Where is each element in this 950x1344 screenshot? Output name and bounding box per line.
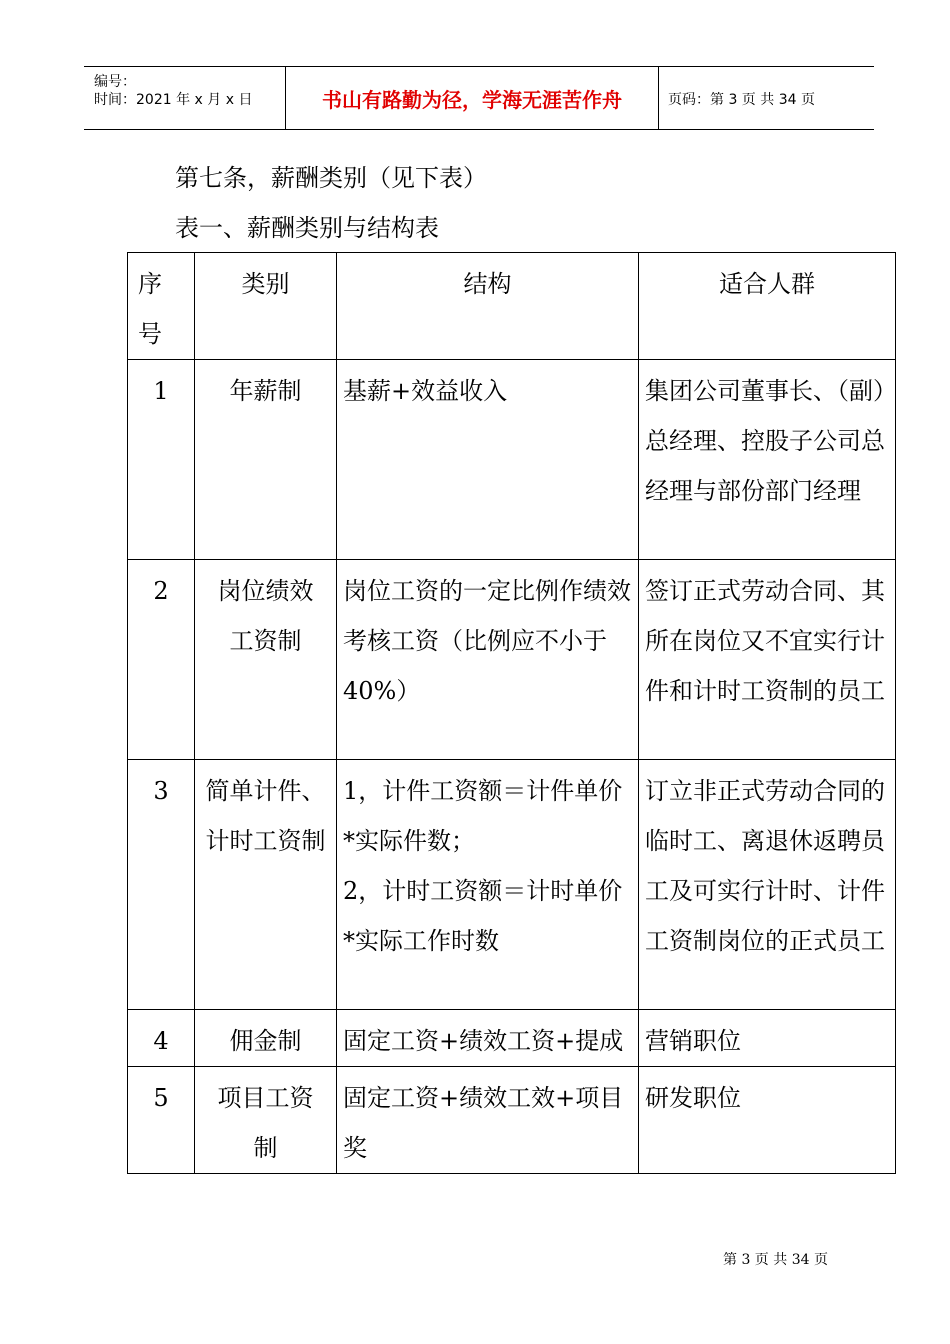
header-structure: 结构 — [337, 253, 639, 360]
header-divider-right — [658, 67, 659, 129]
table-row — [128, 760, 896, 1010]
row-structure: 基薪+效益收入 — [337, 360, 639, 560]
header-motto: 书山有路勤为径，学海无涯苦作舟 — [322, 87, 622, 112]
table-header-row — [128, 253, 896, 360]
table-row — [128, 1067, 896, 1174]
table-title: 表一、薪酬类别与结构表 — [175, 214, 439, 242]
article-heading: 第七条，薪酬类别（见下表） — [175, 164, 487, 192]
page-header — [84, 66, 874, 130]
row-structure: 固定工资+绩效工效+项目奖 — [337, 1067, 639, 1174]
row-audience: 研发职位 — [639, 1067, 896, 1174]
header-page-label: 页码：第 3 页 共 34 页 — [668, 92, 815, 108]
row-num: 1 — [128, 360, 195, 560]
row-structure-line: 1，计件工资额＝计件单价*实际件数； — [343, 777, 623, 855]
row-category: 项目工资制 — [195, 1067, 337, 1174]
row-structure-cell — [337, 760, 639, 1010]
row-num: 4 — [128, 1010, 195, 1067]
row-num: 2 — [128, 560, 195, 760]
row-structure: 岗位工资的一定比例作绩效考核工资（比例应不小于 40%） — [337, 560, 639, 760]
header-category: 类别 — [195, 253, 337, 360]
row-category: 佣金制 — [195, 1010, 337, 1067]
table-row — [128, 360, 896, 560]
row-category: 岗位绩效工资制 — [195, 560, 337, 760]
row-audience: 集团公司董事长、（副）总经理、控股子公司总经理与部份部门经理 — [639, 360, 896, 560]
header-audience: 适合人群 — [639, 253, 896, 360]
header-num: 序号 — [128, 253, 195, 360]
row-num: 5 — [128, 1067, 195, 1174]
salary-category-table — [127, 252, 896, 1174]
table-row — [128, 560, 896, 760]
row-audience: 订立非正式劳动合同的临时工、离退休返聘员工及可实行计时、计件工资制岗位的正式员工 — [639, 760, 896, 1010]
table-row — [128, 1010, 896, 1067]
row-structure-line: 2，计时工资额＝计时单价*实际工作时数 — [343, 877, 623, 955]
row-category: 年薪制 — [195, 360, 337, 560]
row-audience: 营销职位 — [639, 1010, 896, 1067]
number-label: 编号： — [94, 74, 136, 90]
header-meta — [94, 73, 252, 109]
page-footer: 第 3 页 共 34 页 — [723, 1252, 828, 1268]
row-structure: 固定工资+绩效工资+提成 — [337, 1010, 639, 1067]
row-category: 简单计件、计时工资制 — [195, 760, 337, 1010]
row-num: 3 — [128, 760, 195, 1010]
row-audience: 签订正式劳动合同、其所在岗位又不宜实行计件和计时工资制的员工 — [639, 560, 896, 760]
time-label: 时间：2021 年 x 月 x 日 — [94, 92, 253, 108]
